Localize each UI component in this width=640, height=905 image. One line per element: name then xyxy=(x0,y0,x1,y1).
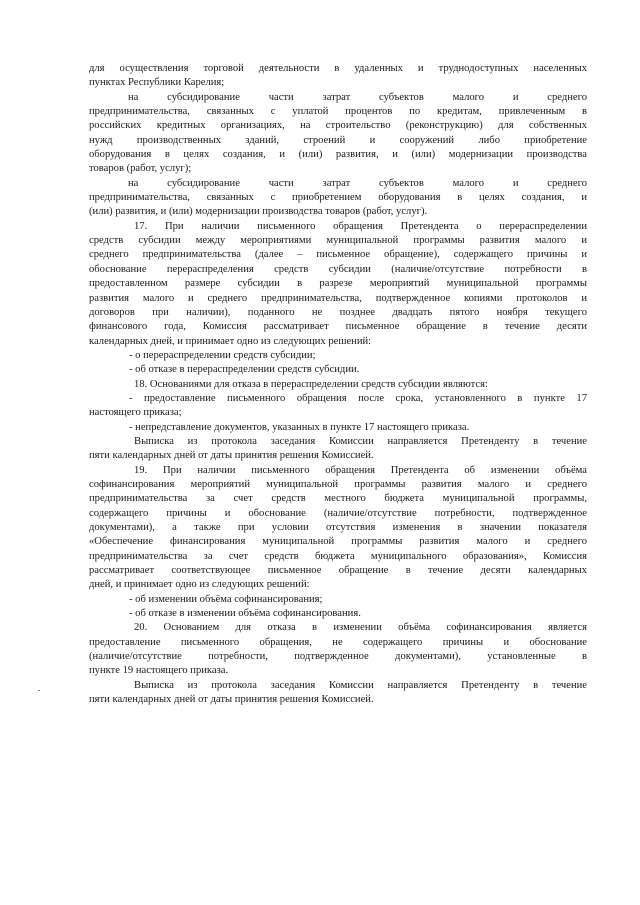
text-line: предоставленном размере субсидии в разрезе мероприятий муниципальной программы xyxy=(89,278,587,290)
text-line: обоснование перераспределения средств субсидии (наличие/отсутствие потребности в xyxy=(89,263,587,275)
text-line: предпринимательства за счет средств местного бюджета муниципальной программы, xyxy=(89,493,587,505)
text-line: 17. При наличии письменного обращения Претендента о перераспределении xyxy=(134,220,587,232)
text-line: (наличие/отсутствие потребности, подтвержденное документами), установленные в xyxy=(89,651,587,663)
text-line: финансового года, Комиссия рассматривает письменное обращение в течение десяти xyxy=(89,321,587,333)
text-line: пяти календарных дней от даты принятия решения Комиссией. xyxy=(89,694,374,706)
text-line: 19. При наличии письменного обращения Претендента об изменении объёма xyxy=(134,464,587,476)
text-line: - предоставление письменного обращения после срока, установленного в пункте 17 xyxy=(129,392,587,404)
text-line: - непредставление документов, указанных в пункте 17 настоящего приказа. xyxy=(129,421,470,433)
text-line: предпринимательства за счет средств бюджета муниципального образования», Комиссия xyxy=(89,550,587,562)
text-line: документами), а также при условии отсутствия изменения в значении показателя xyxy=(89,522,587,533)
text-line: пяти календарных дней от даты принятия решения Комиссией. xyxy=(89,450,374,462)
text-line: на субсидирование части затрат субъектов малого и среднего xyxy=(128,177,587,189)
text-line: - о перераспределении средств субсидии; xyxy=(129,349,316,361)
text-line: на субсидирование части затрат субъектов малого и среднего xyxy=(128,91,587,103)
text-line: календарных дней, и принимает одно из следующих решений: xyxy=(89,335,372,347)
text-line: (или) развития, и (или) модернизации производства товаров (работ, услуг). xyxy=(89,206,428,218)
scan-speck xyxy=(38,690,40,691)
text-line: предпринимательства, связанных с приобретением оборудования в целях создания, и xyxy=(89,192,587,204)
text-line: среднего предпринимательства (далее – письменное обращение), содержащего причины и xyxy=(89,249,587,261)
text-line: 20. Основанием для отказа в изменении объёма софинансирования является xyxy=(134,622,587,634)
text-line: Выписка из протокола заседания Комиссии направляется Претенденту в течение xyxy=(134,435,587,447)
text-line: пункте 19 настоящего приказа. xyxy=(89,665,229,677)
text-line: товаров (работ, услуг); xyxy=(89,163,192,175)
text-line: - об изменении объёма софинансирования; xyxy=(129,593,323,605)
text-line: содержащего причины и обоснование (наличие/отсутствие потребности, подтвержденное xyxy=(89,507,587,519)
text-line: договоров при наличии), поданного не позднее двадцать пятого ноября текущего xyxy=(89,306,587,318)
text-line: - об отказе в перераспределении средств субсидии. xyxy=(129,364,360,376)
document-body xyxy=(89,62,587,707)
text-line: предпринимательства, связанных с уплатой процентов по кредитам, привлеченным в xyxy=(89,106,587,118)
text-line: «Обеспечение финансирования муниципальной программы развития малого и среднего xyxy=(89,536,587,548)
text-line: российских кредитных организациях, на строительство (реконструкцию) для собственных xyxy=(89,120,587,132)
text-line: Выписка из протокола заседания Комиссии направляется Претенденту в течение xyxy=(134,679,587,691)
text-line: средств субсидии между мероприятиями муниципальной программы развития малого и xyxy=(89,235,587,247)
text-line: для осуществления торговой деятельности в удаленных и труднодоступных населенных xyxy=(89,63,587,74)
text-line: софинансирования мероприятий муниципальной программы развития малого и среднего xyxy=(89,478,587,490)
text-line: предоставление письменного обращения, не содержащего причины и обоснование xyxy=(89,636,587,648)
text-line: пунктах Республики Карелия; xyxy=(89,77,225,89)
text-line: настоящего приказа; xyxy=(89,407,182,419)
text-line: дней, и принимает одно из следующих решений: xyxy=(89,579,310,591)
text-line: нужд производственных зданий, строений и сооружений либо приобретение xyxy=(89,134,587,146)
text-line: 18. Основаниями для отказа в перераспределении средств субсидии являются: xyxy=(134,378,488,390)
text-line: - об отказе в изменении объёма софинансирования. xyxy=(129,608,361,620)
text-line: рассматривает соответствующее письменное обращение в течение десяти календарных xyxy=(89,565,587,577)
text-line: развития малого и среднего предпринимательства, подтвержденное копиями протоколов и xyxy=(89,292,587,304)
text-line: оборудования в целях создания, и (или) развития, и (или) модернизации производства xyxy=(89,149,587,161)
